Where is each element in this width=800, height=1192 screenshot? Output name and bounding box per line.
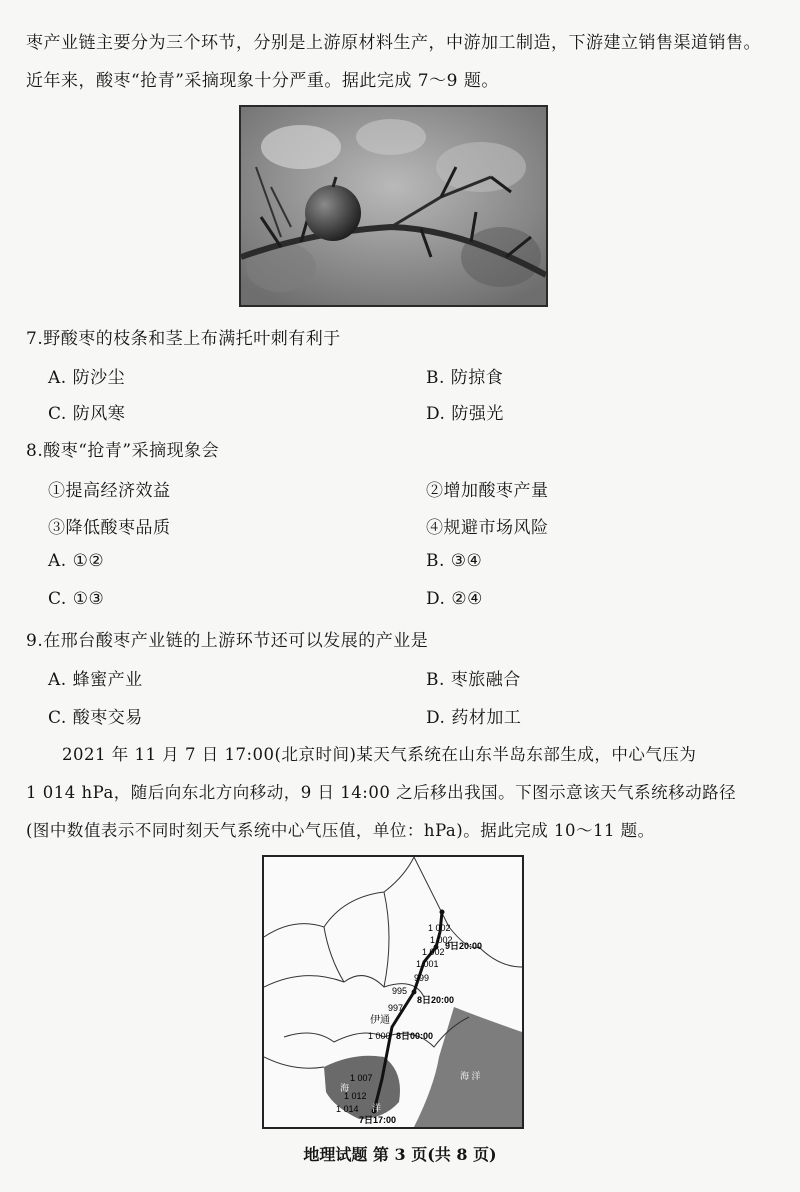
time-8d00: 8日00:00 (396, 1031, 434, 1041)
sea-label-1: 海 (340, 1083, 350, 1093)
path-point (440, 910, 445, 915)
q9-option-a: A. 蜂蜜产业 (48, 670, 143, 690)
label-1000: 1 000 (368, 1031, 391, 1041)
page-footer: 地理试题 第 3 页(共 8 页) (303, 1145, 497, 1164)
q9-option-d: D. 药材加工 (426, 708, 522, 728)
intro-line-2: 近年来，酸枣“抢青”采摘现象十分严重。据此完成 7～9 题。 (26, 71, 499, 91)
q8-option-b: B. ③④ (426, 551, 483, 571)
label-1002-a: 1 002 (428, 923, 451, 933)
q8-statement-4: ④规避市场风险 (426, 518, 549, 538)
sea-label-2: 洋 (372, 1103, 382, 1113)
question-9-stem: 9.在邢台酸枣产业链的上游环节还可以发展的产业是 (26, 631, 429, 651)
question-7-stem: 7.野酸枣的枝条和茎上布满托叶刺有利于 (26, 329, 341, 349)
time-9d20: 9日20:00 (445, 941, 483, 951)
path-point (412, 990, 417, 995)
q7-option-b: B. 防掠食 (426, 368, 504, 388)
jujube-branch-photo (239, 105, 548, 307)
q8-statement-2: ②增加酸枣产量 (426, 481, 549, 501)
q8-statement-1: ①提高经济效益 (48, 481, 171, 501)
q8-option-c: C. ①③ (48, 589, 105, 609)
passage2-line-1: 2021 年 11 月 7 日 17:00(北京时间)某天气系统在山东半岛东部生成，中心气压为 (62, 745, 697, 764)
q9-option-b: B. 枣旅融合 (426, 670, 521, 690)
label-997: 997 (388, 1003, 404, 1013)
q8-statement-3: ③降低酸枣品质 (48, 518, 171, 538)
q7-option-d: D. 防强光 (426, 404, 504, 424)
label-995: 995 (392, 986, 408, 996)
time-8d20: 8日20:00 (417, 995, 455, 1005)
weather-system-path-map (262, 855, 524, 1129)
passage2-line-2: 1 014 hPa，随后向东北方向移动，9 日 14:00 之后移出我国。下图示意该天气系统移动路径 (26, 783, 737, 802)
ocean-label: 海 洋 (460, 1071, 481, 1081)
label-1002-b: 1 002 (430, 935, 453, 945)
q8-option-d: D. ②④ (426, 589, 483, 609)
label-1012: 1 012 (344, 1091, 367, 1101)
question-8-stem: 8.酸枣“抢青”采摘现象会 (26, 441, 220, 461)
city-yitong: 伊通 (370, 1015, 390, 1026)
label-999: 999 (414, 973, 430, 983)
q7-option-c: C. 防风寒 (48, 404, 126, 424)
intro-line-1: 枣产业链主要分为三个环节，分别是上游原材料生产，中游加工制造，下游建立销售渠道销售。 (26, 33, 761, 53)
time-7d17: 7日17:00 (359, 1115, 397, 1125)
label-1001: 1 001 (416, 959, 439, 969)
label-1002-c: 1 002 (422, 947, 445, 957)
label-1007: 1 007 (350, 1073, 373, 1083)
passage2-line-3: (图中数值表示不同时刻天气系统中心气压值，单位：hPa)。据此完成 10～11 题。 (26, 821, 655, 840)
q7-option-a: A. 防沙尘 (48, 368, 126, 388)
label-1014: 1 014 (336, 1104, 359, 1114)
q8-option-a: A. ①② (48, 551, 105, 571)
q9-option-c: C. 酸枣交易 (48, 708, 143, 728)
